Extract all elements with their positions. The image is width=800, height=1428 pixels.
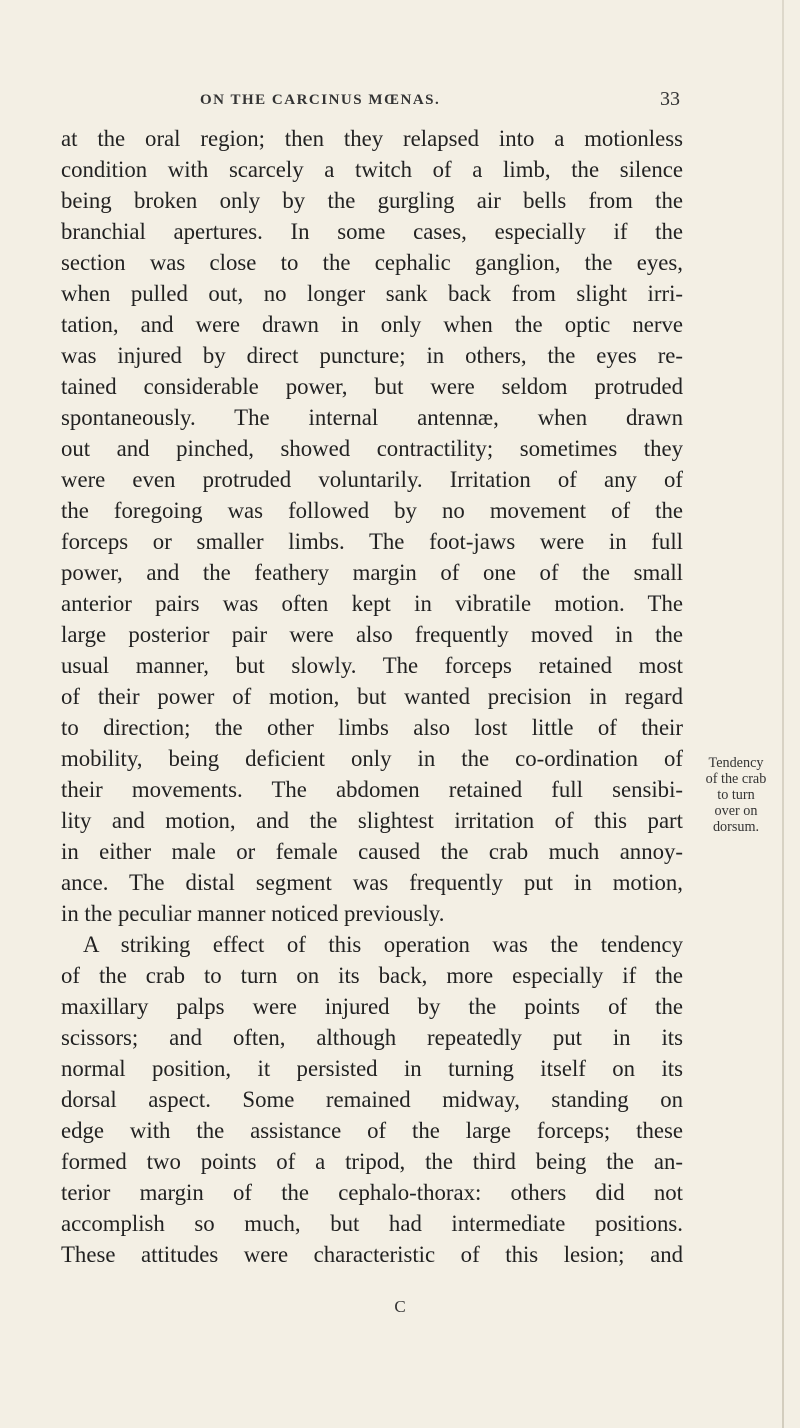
page-header <box>200 88 680 118</box>
text-line: formed two points of a tripod, the third being the an- <box>61 1149 683 1174</box>
text-line: A striking effect of this operation was the tendency <box>83 932 683 957</box>
text-line: of their power of motion, but wanted precision in regard <box>61 684 683 709</box>
text-line: tained considerable power, but were seldom protruded <box>61 374 683 399</box>
text-line: the foregoing was followed by no movement of the <box>61 498 683 523</box>
text-line: tation, and were drawn in only when the optic nerve <box>61 312 683 337</box>
text-line: forceps or smaller limbs. The foot-jaws were in full <box>61 529 683 554</box>
text-line: being broken only by the gurgling air bells from the <box>61 188 683 213</box>
text-line: terior margin of the cephalo-thorax: others did not <box>61 1180 683 1205</box>
text-line: dorsal aspect. Some remained midway, standing on <box>61 1087 683 1112</box>
text-line: branchial apertures. In some cases, especially if the <box>61 219 683 244</box>
margin-note-line: dorsum. <box>712 819 760 835</box>
text-line: spontaneously. The internal antennæ, when drawn <box>61 405 683 430</box>
margin-note-line: to turn <box>717 787 755 803</box>
margin-note-line: Tendency <box>708 755 764 771</box>
text-line: lity and motion, and the slightest irritation of this part <box>61 808 683 833</box>
text-line: out and pinched, showed contractility; sometimes they <box>61 436 683 461</box>
text-line: to direction; the other limbs also lost little of their <box>61 715 683 740</box>
text-line: section was close to the cephalic ganglion, the eyes, <box>61 250 683 275</box>
text-line: of the crab to turn on its back, more especially if the <box>61 963 683 988</box>
text-line: anterior pairs was often kept in vibratile motion. The <box>61 591 683 616</box>
running-title: ON THE CARCINUS MŒNAS. <box>200 92 441 108</box>
text-line: was injured by direct puncture; in others, the eyes re- <box>61 343 683 368</box>
page-number: 33 <box>660 88 680 110</box>
text-line: large posterior pair were also frequently moved in the <box>61 622 683 647</box>
body-text <box>61 123 683 1270</box>
text-line: in either male or female caused the crab much annoy- <box>61 839 683 864</box>
text-line: were even protruded voluntarily. Irritation of any of <box>61 467 683 492</box>
text-line: in the peculiar manner noticed previously. <box>61 901 445 926</box>
text-line: usual manner, but slowly. The forceps retained most <box>61 653 683 678</box>
margin-note-line: of the crab <box>705 771 767 787</box>
signature-mark: C <box>394 1297 406 1316</box>
text-line: when pulled out, no longer sank back from slight irri- <box>61 281 683 306</box>
margin-note-line: over on <box>714 803 758 819</box>
text-line: These attitudes were characteristic of this lesion; and <box>61 1242 683 1267</box>
text-line: edge with the assistance of the large forceps; these <box>61 1118 683 1143</box>
text-line: mobility, being deficient only in the co-ordination of <box>61 746 683 771</box>
text-line: maxillary palps were injured by the points of the <box>61 994 683 1019</box>
text-line: normal position, it persisted in turning itself on its <box>61 1056 683 1081</box>
margin-note <box>686 755 786 835</box>
text-line: their movements. The abdomen retained full sensibi- <box>61 777 683 802</box>
text-line: scissors; and often, although repeatedly put in its <box>61 1025 683 1050</box>
page-edge-divider <box>782 0 784 1428</box>
text-line: at the oral region; then they relapsed into a motionless <box>61 126 683 151</box>
text-line: ance. The distal segment was frequently put in motion, <box>61 870 683 895</box>
text-line: accomplish so much, but had intermediate positions. <box>61 1211 683 1236</box>
text-line: power, and the feathery margin of one of the small <box>61 560 683 585</box>
text-line: condition with scarcely a twitch of a limb, the silence <box>61 157 683 182</box>
